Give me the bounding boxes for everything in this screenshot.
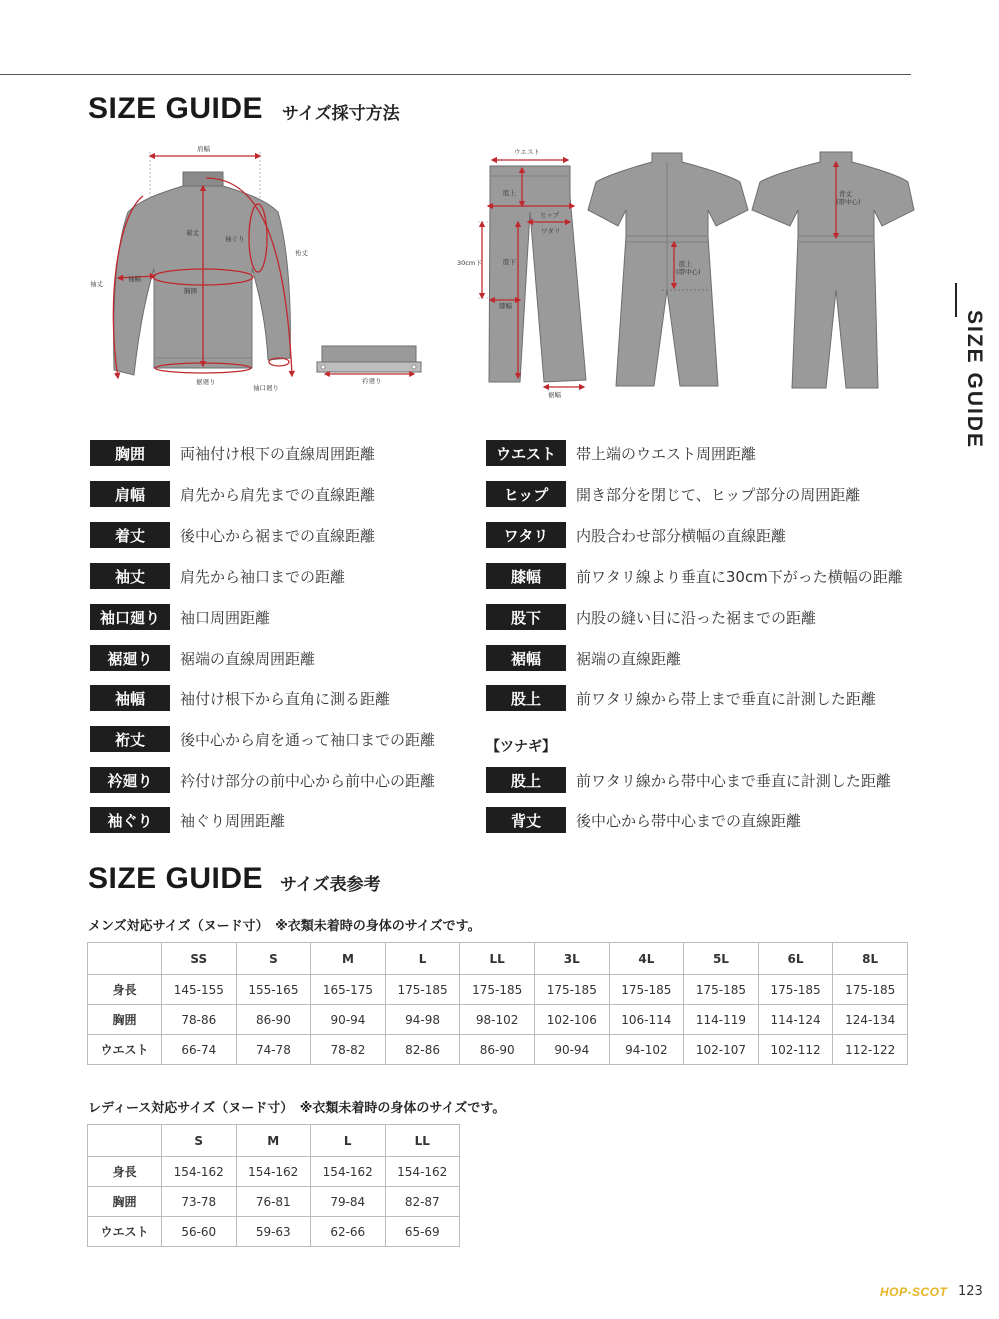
def-row bbox=[90, 481, 375, 507]
def-desc: 後中心から帯中心までの直線距離 bbox=[576, 811, 802, 830]
table-cell: 114-124 bbox=[758, 1005, 833, 1035]
table-cell: 73-78 bbox=[162, 1187, 237, 1217]
table-cell: 76-81 bbox=[236, 1187, 311, 1217]
size-col: 5L bbox=[684, 943, 759, 975]
side-label: SIZE GUIDE bbox=[963, 310, 986, 450]
def-term: 裄丈 bbox=[90, 726, 170, 752]
table-cell: 78-86 bbox=[162, 1005, 237, 1035]
def-desc: 両袖付け根下の直線周囲距離 bbox=[180, 444, 376, 463]
table-corner bbox=[88, 943, 162, 975]
def-term: 背丈 bbox=[486, 807, 566, 833]
def-row bbox=[486, 685, 876, 711]
def-row bbox=[486, 767, 891, 793]
table-cell: 155-165 bbox=[236, 975, 311, 1005]
label-rise: 股上 bbox=[503, 189, 516, 197]
label-raglan: 裄丈 bbox=[295, 249, 308, 257]
page-number: 123 bbox=[958, 1284, 983, 1299]
table-cell: 175-185 bbox=[534, 975, 609, 1005]
table-cell: 82-87 bbox=[385, 1187, 460, 1217]
row-label: 胸囲 bbox=[88, 1187, 162, 1217]
def-desc: 前ワタリ線より垂直に30cm下がった横幅の距離 bbox=[576, 567, 903, 586]
table-cell: 90-94 bbox=[311, 1005, 386, 1035]
def-row bbox=[90, 685, 390, 711]
table-cell: 90-94 bbox=[534, 1035, 609, 1065]
table-row bbox=[88, 1035, 908, 1065]
def-row bbox=[90, 726, 435, 752]
table-section-title: SIZE GUIDE bbox=[88, 862, 264, 895]
label-waist: ウエスト bbox=[514, 148, 540, 156]
coverall-back-illustration bbox=[752, 152, 914, 388]
table-cell: 175-185 bbox=[758, 975, 833, 1005]
table-cell: 165-175 bbox=[311, 975, 386, 1005]
table-cell: 175-185 bbox=[460, 975, 535, 1005]
size-col: 3L bbox=[534, 943, 609, 975]
size-col: L bbox=[385, 943, 460, 975]
table-cell: 175-185 bbox=[385, 975, 460, 1005]
size-col: L bbox=[311, 1125, 386, 1157]
table-cell: 154-162 bbox=[162, 1157, 237, 1187]
table-cell: 82-86 bbox=[385, 1035, 460, 1065]
label-30cm: 30cm下 bbox=[457, 259, 482, 267]
def-row bbox=[90, 807, 285, 833]
def-row bbox=[90, 563, 345, 589]
def-term: ワタリ bbox=[486, 522, 566, 548]
table-cell: 145-155 bbox=[162, 975, 237, 1005]
table-cell: 59-63 bbox=[236, 1217, 311, 1247]
def-term: 着丈 bbox=[90, 522, 170, 548]
page-title: SIZE GUIDE bbox=[88, 92, 264, 125]
size-col: LL bbox=[460, 943, 535, 975]
label-sleeve-width: 袖幅 bbox=[128, 275, 141, 283]
table-row bbox=[88, 1157, 460, 1187]
def-row bbox=[486, 522, 786, 548]
table-cell: 78-82 bbox=[311, 1035, 386, 1065]
label-inseam: 股下 bbox=[503, 258, 516, 266]
table-row bbox=[88, 975, 908, 1005]
table-header-row bbox=[88, 1125, 460, 1157]
size-col: SS bbox=[162, 943, 237, 975]
def-term: ウエスト bbox=[486, 440, 566, 466]
def-desc: 内股の縫い目に沿った裾までの距離 bbox=[576, 608, 817, 627]
table-cell: 86-90 bbox=[236, 1005, 311, 1035]
table-row bbox=[88, 1217, 460, 1247]
def-desc: 袖ぐり周囲距離 bbox=[180, 811, 286, 830]
def-term: 裾廻り bbox=[90, 645, 170, 671]
brand-logo: HOP-SCOT bbox=[880, 1285, 948, 1299]
size-col: LL bbox=[385, 1125, 460, 1157]
tsunagi-heading: 【ツナギ】 bbox=[486, 739, 556, 755]
label-armhole: 袖ぐり bbox=[225, 235, 245, 243]
table-cell: 79-84 bbox=[311, 1187, 386, 1217]
label-thigh: ワタリ bbox=[541, 227, 561, 235]
table-cell: 102-112 bbox=[758, 1035, 833, 1065]
label-coverall-rise: 股上(帯中心) bbox=[676, 260, 701, 276]
def-desc: 肩先から袖口までの距離 bbox=[180, 567, 346, 586]
def-term: 股上 bbox=[486, 685, 566, 711]
def-row bbox=[90, 440, 375, 466]
def-desc: 前ワタリ線から帯中心まで垂直に計測した距離 bbox=[576, 771, 891, 790]
def-term: 袖丈 bbox=[90, 563, 170, 589]
def-row bbox=[486, 563, 903, 589]
def-row bbox=[486, 807, 801, 833]
label-hem-width: 裾幅 bbox=[548, 391, 561, 399]
def-desc: 帯上端のウエスト周囲距離 bbox=[576, 444, 757, 463]
label-hip: ヒップ bbox=[540, 211, 560, 219]
def-desc: 開き部分を閉じて、ヒップ部分の周囲距離 bbox=[576, 485, 861, 504]
def-desc: 袖口周囲距離 bbox=[180, 608, 271, 627]
row-label: ウエスト bbox=[88, 1035, 162, 1065]
def-term: 袖幅 bbox=[90, 685, 170, 711]
label-sleeve: 袖丈 bbox=[90, 280, 103, 288]
ladies-size-table bbox=[87, 1124, 460, 1247]
def-desc: 裾端の直線距離 bbox=[576, 649, 682, 668]
size-col: 4L bbox=[609, 943, 684, 975]
def-term: 股下 bbox=[486, 604, 566, 630]
def-row bbox=[486, 481, 860, 507]
table-cell: 106-114 bbox=[609, 1005, 684, 1035]
def-term: 肩幅 bbox=[90, 481, 170, 507]
collar-illustration bbox=[317, 346, 421, 385]
label-cuff: 袖口廻り bbox=[253, 384, 279, 392]
size-col: 6L bbox=[758, 943, 833, 975]
def-desc: 裾端の直線周囲距離 bbox=[180, 649, 316, 668]
row-label: 身長 bbox=[88, 1157, 162, 1187]
def-term: ヒップ bbox=[486, 481, 566, 507]
label-length: 着丈 bbox=[186, 229, 199, 237]
def-row bbox=[90, 522, 375, 548]
table-cell: 66-74 bbox=[162, 1035, 237, 1065]
table-cell: 154-162 bbox=[236, 1157, 311, 1187]
coverall-front-illustration bbox=[588, 153, 748, 386]
table-cell: 94-98 bbox=[385, 1005, 460, 1035]
row-label: 胸囲 bbox=[88, 1005, 162, 1035]
size-col: S bbox=[236, 943, 311, 975]
def-row bbox=[486, 440, 756, 466]
table-cell: 74-78 bbox=[236, 1035, 311, 1065]
def-term: 股上 bbox=[486, 767, 566, 793]
label-back-length: 背丈(帯中心) bbox=[836, 190, 861, 206]
table-cell: 175-185 bbox=[833, 975, 908, 1005]
label-collar: 衿廻り bbox=[362, 377, 382, 385]
pants-illustration bbox=[489, 166, 586, 382]
label-chest: 胸囲 bbox=[184, 287, 197, 295]
row-label: 身長 bbox=[88, 975, 162, 1005]
size-col: S bbox=[162, 1125, 237, 1157]
def-desc: 前ワタリ線から帯上まで垂直に計測した距離 bbox=[576, 689, 876, 708]
def-term: 袖ぐり bbox=[90, 807, 170, 833]
mens-size-table bbox=[87, 942, 908, 1065]
def-term: 裾幅 bbox=[486, 645, 566, 671]
def-term: 膝幅 bbox=[486, 563, 566, 589]
table-cell: 86-90 bbox=[460, 1035, 535, 1065]
table-cell: 102-107 bbox=[684, 1035, 759, 1065]
def-row bbox=[90, 767, 435, 793]
ladies-caption: レディース対応サイズ（ヌード寸） ※衣類未着時の身体のサイズです。 bbox=[88, 1101, 506, 1116]
label-hem: 裾廻り bbox=[196, 378, 216, 386]
table-cell: 102-106 bbox=[534, 1005, 609, 1035]
table-cell: 124-134 bbox=[833, 1005, 908, 1035]
def-desc: 内股合わせ部分横幅の直線距離 bbox=[576, 526, 787, 545]
table-cell: 65-69 bbox=[385, 1217, 460, 1247]
def-term: 袖口廻り bbox=[90, 604, 170, 630]
table-cell: 114-119 bbox=[684, 1005, 759, 1035]
table-cell: 175-185 bbox=[684, 975, 759, 1005]
def-row bbox=[486, 604, 816, 630]
def-term: 胸囲 bbox=[90, 440, 170, 466]
page-subtitle: サイズ採寸方法 bbox=[282, 104, 400, 124]
table-cell: 154-162 bbox=[385, 1157, 460, 1187]
def-row bbox=[90, 604, 270, 630]
def-term: 衿廻り bbox=[90, 767, 170, 793]
size-col: M bbox=[236, 1125, 311, 1157]
def-desc: 衿付け部分の前中心から前中心の距離 bbox=[180, 771, 436, 790]
row-label: ウエスト bbox=[88, 1217, 162, 1247]
table-cell: 98-102 bbox=[460, 1005, 535, 1035]
table-row bbox=[88, 1187, 460, 1217]
table-cell: 62-66 bbox=[311, 1217, 386, 1247]
table-cell: 112-122 bbox=[833, 1035, 908, 1065]
measurement-diagrams bbox=[0, 0, 999, 410]
table-cell: 94-102 bbox=[609, 1035, 684, 1065]
label-knee: 膝幅 bbox=[499, 302, 512, 310]
size-col: 8L bbox=[833, 943, 908, 975]
def-desc: 袖付け根下から直角に測る距離 bbox=[180, 689, 391, 708]
def-row bbox=[90, 645, 315, 671]
table-row bbox=[88, 1005, 908, 1035]
table-cell: 175-185 bbox=[609, 975, 684, 1005]
table-cell: 154-162 bbox=[311, 1157, 386, 1187]
jacket-illustration bbox=[114, 172, 291, 375]
table-cell: 56-60 bbox=[162, 1217, 237, 1247]
def-desc: 後中心から裾までの直線距離 bbox=[180, 526, 376, 545]
table-section-subtitle: サイズ表参考 bbox=[280, 875, 381, 895]
def-desc: 肩先から肩先までの直線距離 bbox=[180, 485, 376, 504]
table-corner bbox=[88, 1125, 162, 1157]
def-row bbox=[486, 645, 681, 671]
mens-caption: メンズ対応サイズ（ヌード寸） ※衣類未着時の身体のサイズです。 bbox=[88, 919, 481, 934]
def-desc: 後中心から肩を通って袖口までの距離 bbox=[180, 730, 436, 749]
size-col: M bbox=[311, 943, 386, 975]
table-header-row bbox=[88, 943, 908, 975]
label-shoulder-width: 肩幅 bbox=[197, 145, 210, 153]
